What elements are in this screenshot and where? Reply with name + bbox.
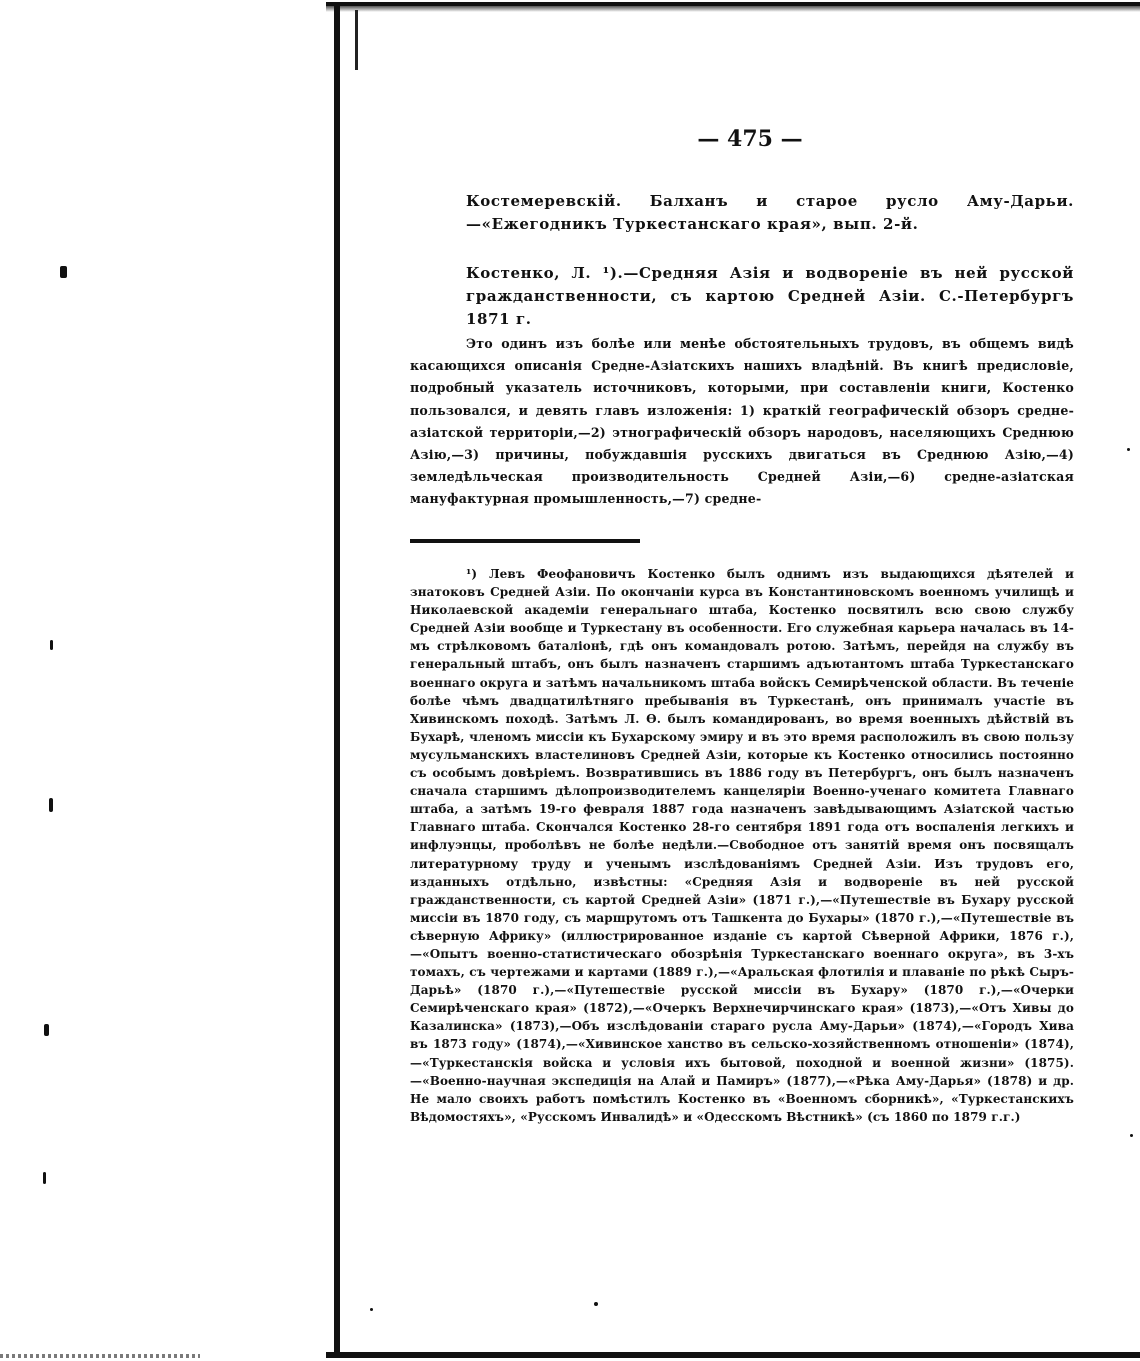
entry-annotation: Это одинъ изъ болѣе или менѣе обстоятельныхъ трудовъ, въ общемъ видѣ касающихся описанія Средне-Азіатскихъ нашихъ владѣній. Въ книгѣ предисловіе, подробный указатель источниковъ, которыми, при составленіи книги, Костенко пользовался, и девять главъ изложенія: 1) краткій географическій обзоръ средне-азіатской территоріи,—2) этнографическій обзоръ народовъ, населяющихъ Среднюю Азію,—3) причины, побуждавшія русскихъ двигаться въ Среднюю Азію,—4) земледѣльческая производительность Средней Азіи,—6) средне-азіатская мануфактурная промышленность,—7) средне-: [410, 336, 1074, 507]
page-number: — 475 —: [697, 126, 803, 152]
entry-text: Костенко, Л. ¹).—Средняя Азія и водвореніе въ ней русской гражданственности, съ картою Средней Азіи. С.-Петербургъ 1871 г.: [466, 264, 1074, 328]
footnote: ¹) Левъ Феофановичъ Костенко былъ однимъ изъ выдающихся дѣятелей и знатоковъ Средней Азіи. По окончаніи курса въ Константиновскомъ военномъ училищѣ и Николаевской академіи генеральнаго штаба, Костенко посвятилъ всю свою службу Средней Азіи вообще и Туркестану въ особенности. Его служебная карьера началась въ 14-мъ стрѣлковомъ баталіонѣ, гдѣ онъ командовалъ ротою. Затѣмъ, перейдя на службу въ генеральный штабъ, онъ былъ назначенъ старшимъ адъютантомъ штаба Туркестанскаго военнаго округа и затѣмъ начальникомъ штаба войскъ Семирѣченской области. Въ теченіе болѣе чѣмъ двадцатилѣтняго пребыванія въ Туркестанѣ, онъ принималъ участіе въ Хивинскомъ походѣ. Затѣмъ Л. Ѳ. былъ командированъ, во время военныхъ дѣйствій въ Бухарѣ, членомъ миссіи къ Бухарскому эмиру и въ это время расположилъ въ свою пользу мусульманскихъ властелиновъ Средней Азіи, которые къ Костенко относились постоянно съ особымъ довѣріемъ. Возвратившись въ 1886 году въ Петербургъ, онъ былъ назначенъ сначала старшимъ дѣлопроизводителемъ канцеляріи Военно-ученаго комитета Главнаго штаба, а затѣмъ 19-го февраля 1887 года назначенъ завѣдывающимъ Азіатской частью Главнаго штаба. Скончался Костенко 28-го сентября 1891 года отъ воспаленія легкихъ и инфлуэнцы, проболѣвъ не болѣе недѣли.—Свободное отъ занятій время онъ посвящалъ литературному труду и ученымъ изслѣдованіямъ Средней Азіи. Изъ трудовъ его, изданныхъ отдѣльно, извѣстны: «Средняя Азія и водвореніе въ ней русской гражданственности, съ картой Средней Азіи» (1871 г.),—«Путешествіе въ Бухару русской миссіи въ 1870 году, съ маршрутомъ отъ Ташкента до Бухары» (1870 г.),—«Путешествіе въ сѣверную Африку» (иллюстрированное изданіе съ картой Сѣверной Африки, 1876 г.),—«Опытъ военно-статистическаго обозрѣнія Туркестанскаго военнаго округа», въ 3-хъ томахъ, съ чертежами и картами (1889 г.),—«Аральская флотилія и плаваніе по рѣкѣ Сыръ-Дарьѣ» (1870 г.),—«Путешествіе русской миссіи въ Бухару» (1870 г.),—«Очерки Семирѣченскаго края» (1872),—«Очеркъ Верхнечирчинскаго края» (1873),—«Отъ Хивы до Казалинска» (1873),—Объ изслѣдованіи стараго русла Аму-Дарьи» (1874),—«Городъ Хива въ 1873 году» (1874),—«Хивинское ханство въ сельско-хозяйственномъ отношеніи» (1874),—«Туркестанскія войска и условія ихъ бытовой, походной и военной жизни» (1875).—«Военно-научная экспедиція на Алай и Памиръ» (1877),—«Рѣка Аму-Дарья» (1878) и др. Не мало своихъ работъ помѣстилъ Костенко въ «Военномъ сборникѣ», «Туркестанскихъ Вѣдомостяхъ», «Русскомъ Инвалидѣ» и «Одесскомъ Вѣстникѣ» (съ 1860 по 1879 г.г.): [410, 567, 1074, 1124]
bibliography-entry: [410, 262, 1074, 331]
footnote-rule: [410, 539, 640, 543]
page-spine-mark: [355, 10, 358, 70]
margin-speck: [60, 266, 67, 278]
page-top-border: [326, 2, 1140, 12]
scan-noise-strip: [0, 1354, 200, 1358]
page-spine-edge: [334, 2, 340, 1352]
margin-speck: [49, 798, 53, 812]
page-bottom-border: [326, 1352, 1140, 1358]
scan-dot: [370, 1308, 373, 1311]
scan-dot: [594, 1302, 598, 1306]
entry-text: Костемеревскій. Балханъ и старое русло Аму-Дарьи.—«Ежегодникъ Туркестанскаго края», вып. 2-й.: [466, 192, 1074, 233]
scan-dot: [1130, 1134, 1133, 1137]
scan-dot: [1127, 448, 1130, 451]
bibliography-entry: [410, 190, 1074, 236]
margin-speck: [50, 640, 53, 650]
margin-speck: [44, 1024, 49, 1036]
margin-speck: [43, 1172, 46, 1184]
